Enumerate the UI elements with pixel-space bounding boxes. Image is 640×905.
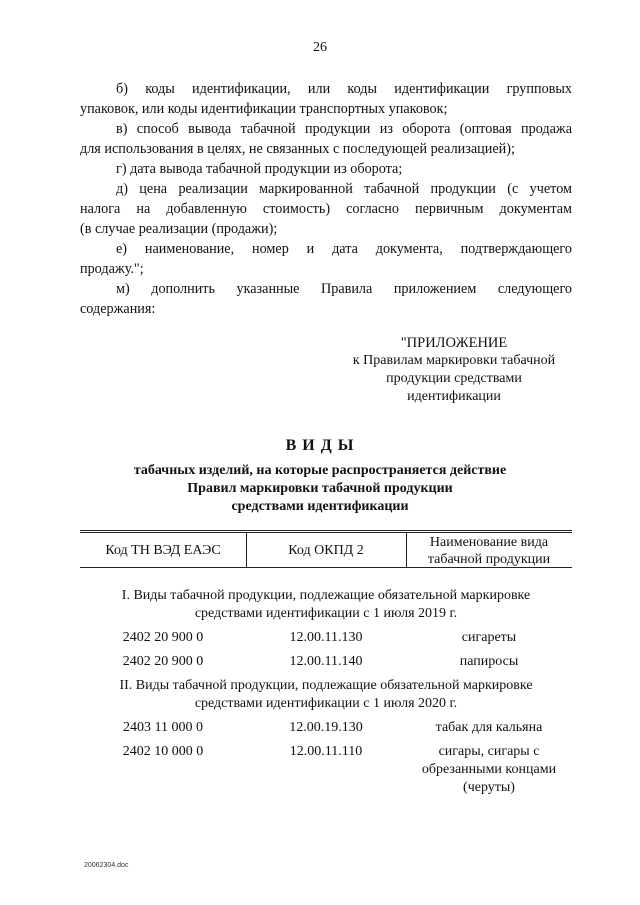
paragraph-e-line-2: продажу."; xyxy=(80,261,144,277)
table-cell-tnved: 2402 10 000 0 xyxy=(122,744,204,759)
column-header-name-line-1: Наименование вида xyxy=(429,535,549,550)
section-2-title-line-2: средствами идентификации с 1 июля 2020 г. xyxy=(194,696,458,711)
paragraph-d-line-2: налога на добавленную стоимость) согласно первичным документам xyxy=(80,201,572,217)
table-cell-product-name-line-2: обрезанными концами xyxy=(421,762,557,777)
paragraph-v-line-1: в) способ вывода табачной продукции из оборота (оптовая продажа xyxy=(116,121,572,137)
paragraph-v-line-2: для использования в целях, не связанных с последующей реализацией); xyxy=(80,141,515,157)
table-cell-product-name: табак для кальяна xyxy=(435,720,543,735)
table-cell-okpd: 12.00.19.130 xyxy=(289,720,363,735)
table-top-border xyxy=(80,530,572,531)
table-top-border-double xyxy=(80,532,572,533)
paragraph-g-line-1: г) дата вывода табачной продукции из оборота; xyxy=(116,161,403,177)
paragraph-b-line-1: б) коды идентификации, или коды идентификации групповых xyxy=(116,81,572,97)
document-title: В И Д Ы xyxy=(285,437,355,454)
appendix-line-1: к Правилам маркировки табачной xyxy=(352,353,556,368)
table-cell-product-name: сигареты xyxy=(461,630,517,645)
appendix-line-3: идентификации xyxy=(407,389,501,404)
table-cell-okpd: 12.00.11.130 xyxy=(289,630,363,645)
section-1-title-line-1: I. Виды табачной продукции, подлежащие обязательной маркировке xyxy=(121,588,531,603)
title-subline-1: табачных изделий, на которые распространяется действие xyxy=(133,463,507,478)
page-number: 26 xyxy=(313,40,327,55)
title-subline-2: Правил маркировки табачной продукции xyxy=(187,481,453,496)
footer-filename: 20062304.doc xyxy=(84,862,129,869)
table-cell-product-name-line-3: (черуты) xyxy=(463,780,515,795)
section-1-title-line-2: средствами идентификации с 1 июля 2019 г. xyxy=(194,606,458,621)
table-cell-product-name-line-1: сигары, сигары с xyxy=(438,744,540,759)
paragraph-d-line-3: (в случае реализации (продажи); xyxy=(80,221,278,237)
table-cell-product-name: папиросы xyxy=(459,654,519,669)
paragraph-m-line-2: содержания: xyxy=(80,301,156,317)
table-cell-okpd: 12.00.11.140 xyxy=(289,654,363,669)
table-cell-tnved: 2402 20 900 0 xyxy=(122,654,204,669)
paragraph-m-line-1: м) дополнить указанные Правила приложением следующего xyxy=(116,281,572,297)
appendix-line-2: продукции средствами xyxy=(386,371,522,386)
section-2-title-line-1: II. Виды табачной продукции, подлежащие обязательной маркировке xyxy=(119,678,533,693)
column-header-tnved: Код ТН ВЭД ЕАЭС xyxy=(105,543,221,558)
table-cell-okpd: 12.00.11.110 xyxy=(289,744,363,759)
column-header-okpd: Код ОКПД 2 xyxy=(288,543,364,558)
table-cell-tnved: 2402 20 900 0 xyxy=(122,630,204,645)
title-subline-3: средствами идентификации xyxy=(231,499,409,514)
column-header-name-line-2: табачной продукции xyxy=(427,552,551,567)
paragraph-e-line-1: е) наименование, номер и дата документа, подтверждающего xyxy=(116,241,572,257)
paragraph-d-line-1: д) цена реализации маркированной табачной продукции (с учетом xyxy=(116,181,572,197)
appendix-heading: "ПРИЛОЖЕНИЕ xyxy=(400,335,508,351)
table-cell-tnved: 2403 11 000 0 xyxy=(123,720,203,735)
paragraph-b-line-2: упаковок, или коды идентификации транспортных упаковок; xyxy=(80,101,448,117)
